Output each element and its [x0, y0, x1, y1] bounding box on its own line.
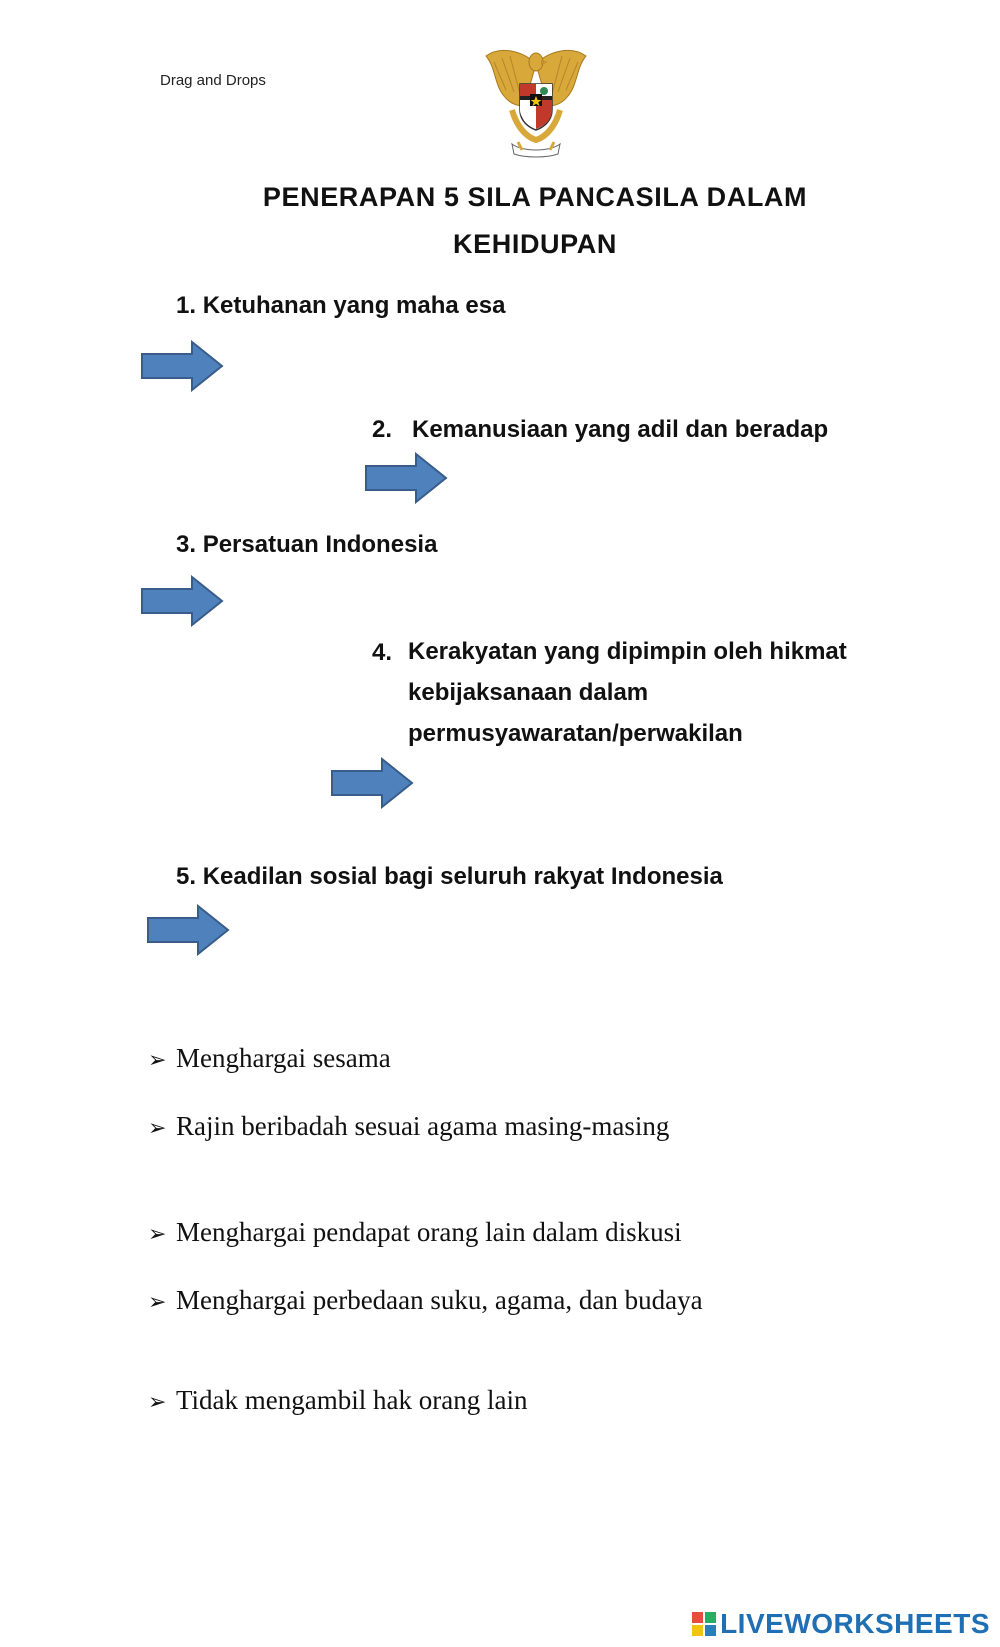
arrow-right-icon: [140, 340, 224, 392]
sila-3: [176, 531, 437, 559]
practice-text: Tidak mengambil hak orang lain: [176, 1385, 528, 1415]
arrow-right-icon: [364, 452, 448, 504]
sila-number: 1.: [176, 292, 197, 319]
garuda-emblem-icon: [482, 44, 590, 162]
arrow-right-icon: [330, 757, 414, 809]
drag-item-practice[interactable]: [148, 1285, 703, 1316]
liveworksheets-watermark: [691, 1607, 990, 1641]
practice-text: Menghargai sesama: [176, 1043, 391, 1073]
sila-text: Keadilan sosial bagi seluruh rakyat Indonesia: [202, 863, 723, 890]
sila-number: 5.: [176, 863, 197, 890]
arrowhead-bullet-icon: ➢: [148, 1115, 167, 1140]
sila-5: [176, 863, 723, 891]
sila-text-line-1: Kerakyatan yang dipimpin oleh hikmat: [408, 638, 847, 665]
sila-text-line-3: permusyawaratan/perwakilan: [408, 720, 743, 747]
practice-text: Menghargai pendapat orang lain dalam diskusi: [176, 1217, 682, 1247]
sila-text: Kemanusiaan yang adil dan beradap: [412, 416, 829, 443]
arrowhead-bullet-icon: ➢: [148, 1389, 167, 1414]
arrow-right-icon: [146, 904, 230, 956]
sila-number: 3.: [176, 531, 197, 558]
watermark-text: LIVEWORKSHEETS: [720, 1608, 990, 1639]
sila-1: [176, 292, 505, 320]
sila-text: Ketuhanan yang maha esa: [202, 292, 506, 319]
liveworksheets-logo-icon: [691, 1611, 717, 1637]
drag-item-practice[interactable]: [148, 1043, 391, 1074]
arrowhead-bullet-icon: ➢: [148, 1289, 167, 1314]
sila-number: 2.: [372, 416, 393, 443]
sila-number: 4.: [372, 639, 393, 666]
sila-2: [372, 416, 828, 444]
sila-text-line-2: kebijaksanaan dalam: [408, 679, 649, 706]
header-label: Drag and Drops: [160, 72, 266, 89]
practice-text: Menghargai perbedaan suku, agama, dan budaya: [176, 1285, 703, 1315]
arrow-right-icon: [140, 575, 224, 627]
arrowhead-bullet-icon: ➢: [148, 1047, 167, 1072]
drag-item-practice[interactable]: [148, 1111, 669, 1142]
sila-4: [372, 639, 847, 754]
page-title-line-2: KEHIDUPAN: [453, 229, 617, 259]
drag-item-practice[interactable]: [148, 1217, 682, 1248]
practice-text: Rajin beribadah sesuai agama masing-masing: [176, 1111, 670, 1141]
arrowhead-bullet-icon: ➢: [148, 1221, 167, 1246]
page-title-line-1: PENERAPAN 5 SILA PANCASILA DALAM: [262, 182, 808, 212]
drag-item-practice[interactable]: [148, 1385, 527, 1416]
sila-text: Persatuan Indonesia: [202, 531, 438, 558]
